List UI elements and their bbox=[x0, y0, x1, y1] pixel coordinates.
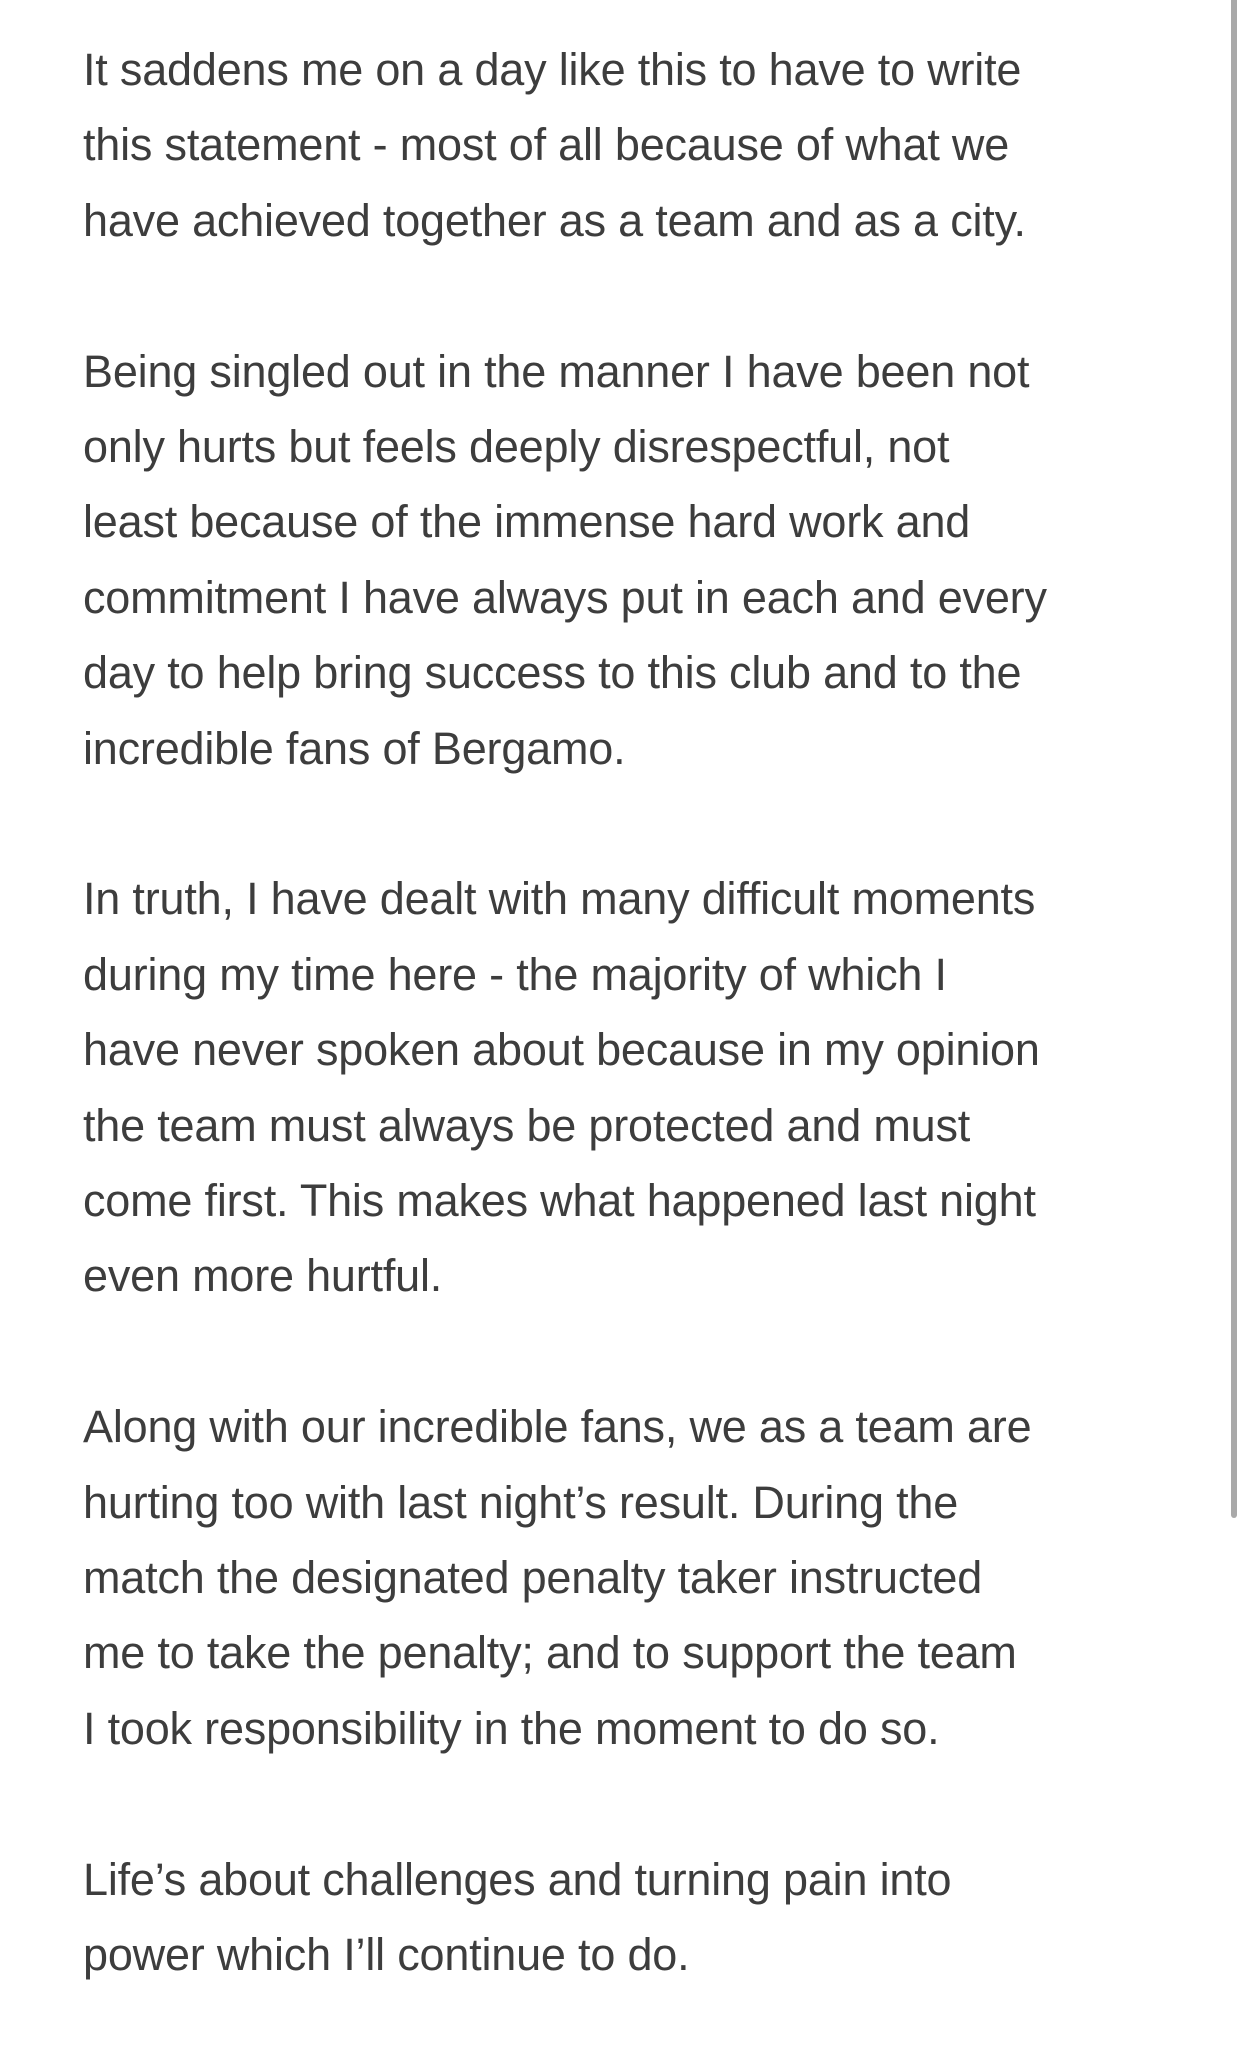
text-line: least because of the immense hard work and bbox=[83, 496, 971, 548]
text-line: even more hurtful. bbox=[83, 1250, 443, 1302]
text-line: day to help bring success to this club and to the bbox=[83, 647, 1022, 699]
text-line: In truth, I have dealt with many difficult moments bbox=[83, 873, 1036, 925]
text-line: have achieved together as a team and as a city. bbox=[83, 194, 1026, 246]
text-line: hurting too with last night’s result. During the bbox=[83, 1476, 959, 1528]
text-line: It saddens me on a day like this to have to write bbox=[83, 44, 1022, 95]
text-line: me to take the penalty; and to support the team bbox=[83, 1627, 1017, 1679]
text-line: Being singled out in the manner I have been not bbox=[83, 345, 1030, 397]
text-line: Life’s about challenges and turning pain into bbox=[83, 1853, 952, 1905]
text-line: incredible fans of Bergamo. bbox=[83, 722, 626, 774]
text-line: the team must always be protected and must bbox=[83, 1099, 971, 1151]
text-line: this statement - most of all because of what we bbox=[83, 119, 1010, 171]
text-line: power which I’ll continue to do. bbox=[83, 1929, 690, 1981]
paragraph-4 bbox=[83, 1389, 1193, 1766]
text-line: I took responsibility in the moment to do so. bbox=[83, 1702, 940, 1754]
text-line: commitment I have always put in each and every bbox=[83, 571, 1047, 623]
scroll-indicator[interactable] bbox=[1231, 0, 1237, 1518]
paragraph-5 bbox=[83, 1842, 1193, 1993]
paragraph-1 bbox=[83, 32, 1193, 258]
text-line: come first. This makes what happened last night bbox=[83, 1175, 1036, 1227]
text-line: during my time here - the majority of which I bbox=[83, 948, 947, 1000]
text-line: Along with our incredible fans, we as a team are bbox=[83, 1401, 1032, 1453]
statement-text bbox=[83, 32, 1193, 2068]
text-line: have never spoken about because in my opinion bbox=[83, 1024, 1040, 1076]
paragraph-2 bbox=[83, 334, 1193, 786]
paragraph-3 bbox=[83, 861, 1193, 1313]
text-line: match the designated penalty taker instructed bbox=[83, 1552, 983, 1604]
text-line: only hurts but feels deeply disrespectful, not bbox=[83, 421, 950, 473]
